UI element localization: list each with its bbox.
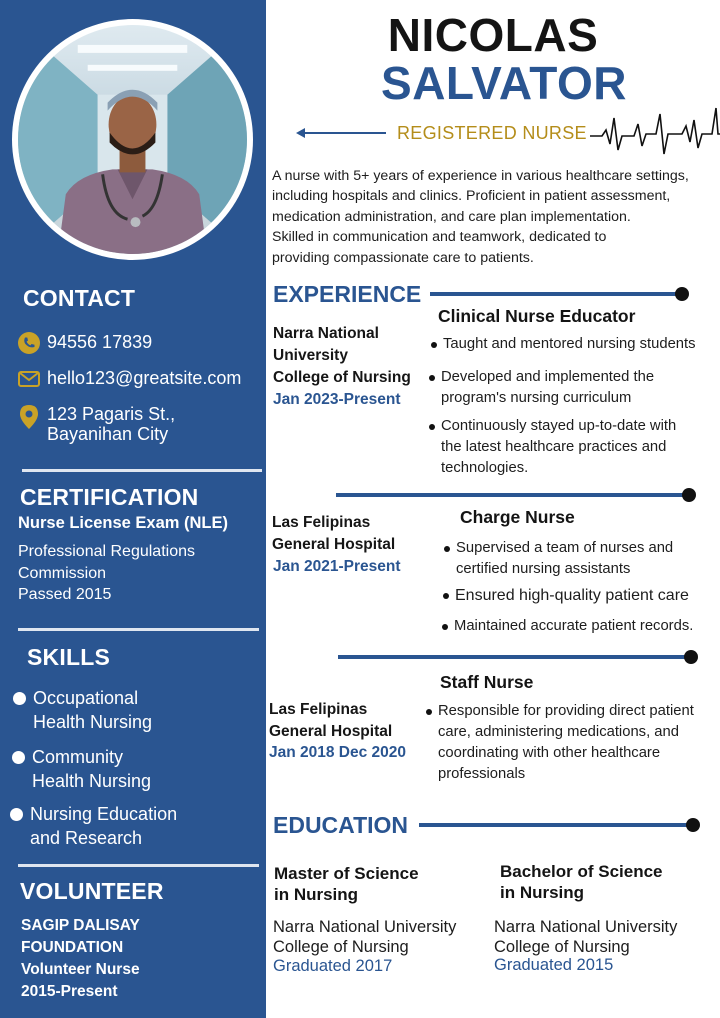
experience-timeline-bar: [430, 292, 680, 296]
volunteer-org-line2: FOUNDATION: [21, 939, 124, 956]
certification-details: [18, 541, 195, 606]
bullet-dot: [426, 709, 432, 715]
bullet-text: Continuously stayed up-to-date with the latest healthcare practices and technologies.: [441, 418, 677, 476]
certification-passed: Passed 2015: [18, 586, 112, 603]
job-bullet: [429, 367, 654, 409]
volunteer-org-line1: SAGIP DALISAY: [21, 917, 140, 934]
skill-label: Community Health Nursing: [32, 747, 152, 791]
bullet-text: Developed and implemented the program's nursing curriculum: [441, 369, 655, 406]
certification-issuer-line2: Commission: [18, 564, 107, 582]
job-title: Charge Nurse: [460, 507, 575, 527]
employment-dates: Jan 2018 Dec 2020: [269, 744, 407, 761]
bullet-dot: [429, 424, 435, 430]
contact-email[interactable]: [18, 368, 241, 390]
timeline-dot: [684, 650, 698, 664]
skill-item: [13, 686, 152, 734]
employer-name: Narra National University College of Nursing: [273, 325, 411, 386]
certification-divider: [18, 628, 259, 631]
volunteer-details: [21, 915, 140, 1003]
employer-name: Las Felipinas General Hospital: [269, 701, 393, 740]
skill-label: Nursing Education and Research: [30, 804, 178, 848]
job-title: Clinical Nurse Educator: [438, 306, 636, 326]
certification-title: Nurse License Exam (NLE): [18, 514, 228, 532]
bullet-text: Supervised a team of nurses and certified nursing assistants: [456, 540, 674, 577]
employment-dates: Jan 2021-Present: [273, 558, 401, 575]
degree-title: Bachelor of Science in Nursing: [500, 862, 663, 902]
skills-divider: [18, 864, 259, 867]
graduation-year: Graduated 2017: [273, 957, 393, 975]
certification-issuer-line1: Professional Regulations: [18, 543, 195, 560]
education-heading: EDUCATION: [273, 812, 409, 838]
street-address: 123 Pagaris St., Bayanihan City: [47, 404, 176, 444]
timeline-dot: [675, 287, 689, 301]
contact-divider: [22, 469, 262, 472]
experience-heading: EXPERIENCE: [273, 281, 422, 307]
bullet-dot: [10, 808, 23, 821]
phone-icon: [18, 332, 40, 354]
skill-item: [10, 802, 177, 850]
school-name: Narra National University College of Nursing: [273, 918, 457, 956]
professional-summary: A nurse with 5+ years of experience in various healthcare settings, including hospitals and clinics. Proficient in patient assessment, medication administration, and care plan implementation. Skilled in communication and teamwork, dedicated to providing compassionate care to patients.: [272, 168, 689, 266]
job-bullet: [442, 616, 693, 637]
email-address: hello123@greatsite.com: [47, 368, 242, 388]
timeline-dot: [682, 488, 696, 502]
job-role-title: REGISTERED NURSE: [397, 123, 587, 143]
bullet-dot: [431, 342, 437, 348]
sidebar: [0, 0, 266, 1018]
location-pin-icon: [18, 404, 40, 430]
bullet-text: Ensured high-quality patient care: [455, 587, 689, 604]
bullet-text: Responsible for providing direct patient care, administering medications, and coordinating with other healthcare professionals: [438, 703, 694, 782]
employment-dates: Jan 2023-Present: [273, 391, 401, 408]
bullet-dot: [13, 692, 26, 705]
bullet-dot: [442, 624, 448, 630]
contact-address: [18, 404, 175, 444]
bullet-dot: [443, 593, 449, 599]
bullet-dot: [444, 546, 450, 552]
skill-label: Occupational Health Nursing: [33, 688, 153, 732]
profile-photo: [12, 19, 253, 260]
job-title: Staff Nurse: [440, 672, 534, 692]
job-divider-bar: [336, 493, 686, 497]
skills-heading: SKILLS: [27, 644, 110, 670]
contact-phone[interactable]: [18, 332, 152, 354]
timeline-dot: [686, 818, 700, 832]
heartbeat-line-icon: [590, 104, 720, 160]
volunteer-heading: VOLUNTEER: [20, 878, 164, 904]
education-timeline-bar: [419, 823, 689, 827]
job-bullet: [426, 701, 694, 785]
mail-icon: [18, 368, 40, 390]
contact-heading: CONTACT: [23, 285, 136, 311]
phone-number: 94556 17839: [47, 332, 153, 352]
skill-item: [12, 745, 151, 793]
volunteer-dates: 2015-Present: [21, 983, 118, 1000]
job-divider-bar: [338, 655, 688, 659]
last-name: SALVATOR: [381, 57, 627, 109]
title-arrow-line: [300, 132, 386, 134]
graduation-year: Graduated 2015: [494, 956, 614, 974]
certification-heading: CERTIFICATION: [20, 484, 199, 510]
first-name: NICOLAS: [387, 9, 599, 61]
bullet-dot: [429, 375, 435, 381]
school-name: Narra National University College of Nursing: [494, 918, 678, 956]
job-bullet: [444, 538, 673, 580]
job-bullet: [429, 416, 676, 479]
job-bullet: [443, 585, 689, 606]
bullet-dot: [12, 751, 25, 764]
employer-name: Las Felipinas General Hospital: [272, 514, 396, 553]
bullet-text: Taught and mentored nursing students: [443, 336, 696, 352]
job-bullet: [431, 334, 696, 355]
bullet-text: Maintained accurate patient records.: [454, 618, 694, 634]
degree-title: Master of Science in Nursing: [274, 864, 419, 904]
volunteer-role: Volunteer Nurse: [21, 961, 140, 978]
nurse-portrait-image: [18, 25, 247, 254]
